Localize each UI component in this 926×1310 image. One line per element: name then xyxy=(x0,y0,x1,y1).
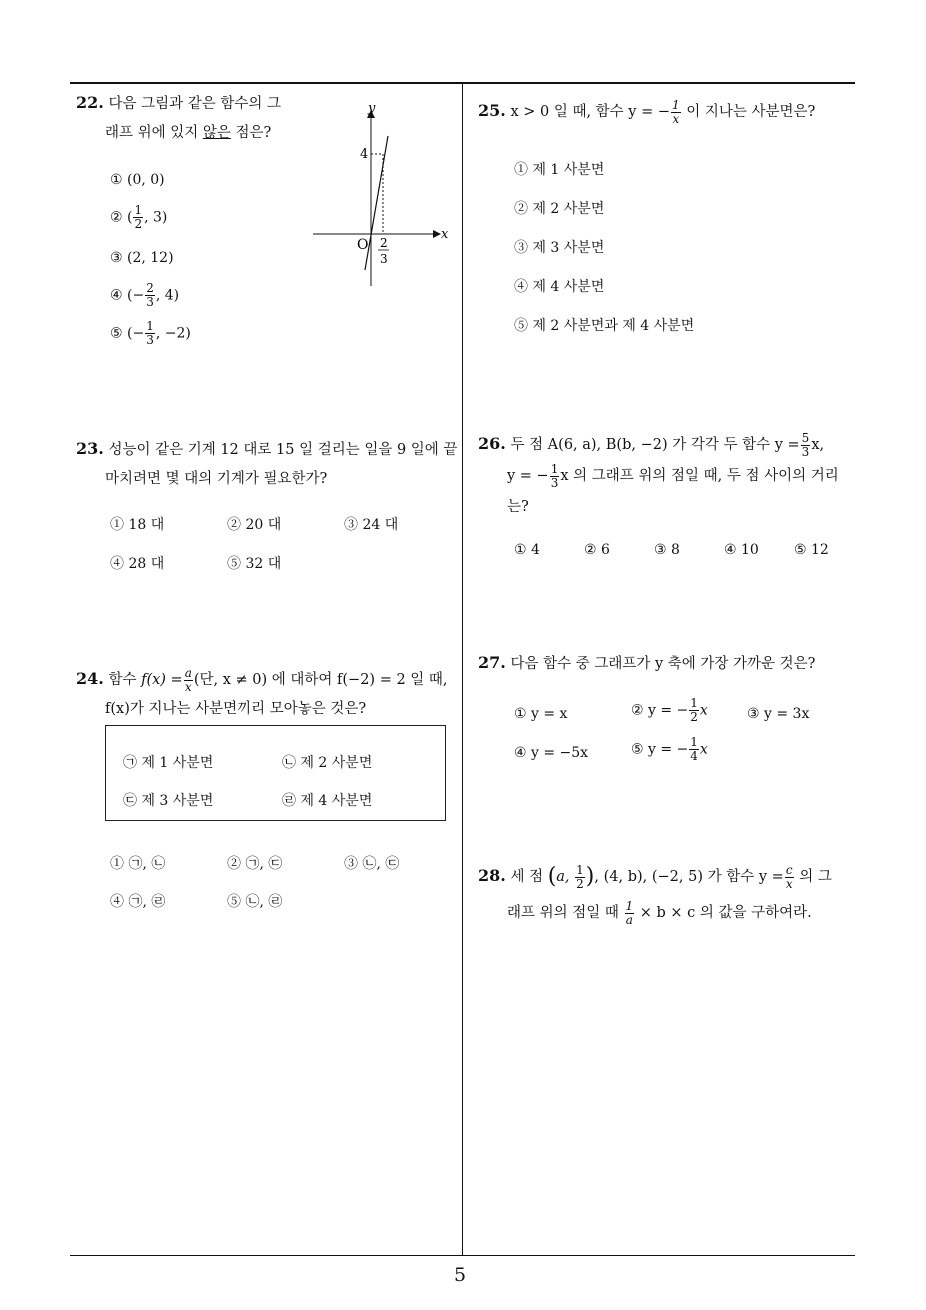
q22-option-2-tail: , 3) xyxy=(144,209,168,226)
q23-text-line1: 성능이 같은 기계 12 대로 15 일 걸리는 일을 9 일에 끝 xyxy=(108,442,458,458)
q23-option-5[interactable]: ⑤ 32 대 xyxy=(227,556,282,572)
q25-option-4[interactable]: ④ 제 4 사분면 xyxy=(514,279,605,295)
q28-question xyxy=(478,858,862,931)
frac-den: x xyxy=(785,876,793,891)
q28-text-line2b: × b × c 의 값을 구하여라. xyxy=(635,905,812,921)
q24-option-3[interactable]: ③ ㉡, ㉢ xyxy=(344,856,400,872)
q23-text-line2: 마치려면 몇 대의 기계가 필요한가? xyxy=(105,471,328,487)
q25-text-a: x > 0 일 때, 함수 y = − xyxy=(510,104,671,120)
q26-text-line2b: x 의 그래프 위의 점일 때, 두 점 사이의 거리 xyxy=(560,468,839,484)
q28-text-line1a: 세 점 xyxy=(510,869,548,885)
graph-tick-x-den: 3 xyxy=(380,252,388,266)
frac-den: 2 xyxy=(690,710,698,724)
graph-x-label: x xyxy=(441,227,449,242)
q27-option-2[interactable] xyxy=(631,697,708,724)
q28-text-line1b: , (4, b), (−2, 5) 가 함수 y = xyxy=(594,869,784,885)
frac-num: 1 xyxy=(690,696,698,710)
q27-option-5[interactable] xyxy=(631,736,708,763)
frac-num: 2 xyxy=(146,281,154,295)
frac-den: 3 xyxy=(801,444,810,459)
frac-den: 2 xyxy=(134,217,143,231)
q26-frac1 xyxy=(801,432,811,459)
frac-den: 4 xyxy=(690,749,698,763)
frac-den: 3 xyxy=(146,295,154,309)
q22-graph xyxy=(305,98,455,288)
q24-option-5[interactable]: ⑤ ㉡, ㉣ xyxy=(227,894,283,910)
q27-option-1[interactable]: ① y = x xyxy=(514,706,568,722)
column-divider xyxy=(462,82,463,1256)
q22-option-5-tail: , −2) xyxy=(155,325,191,342)
q24-box-item-4: ㉣ 제 4 사분면 xyxy=(282,793,373,809)
q28-text-line2a: 래프 위의 점일 때 xyxy=(507,905,624,921)
q27-option-5-frac xyxy=(689,736,699,763)
q24-box-item-3: ㉢ 제 3 사분면 xyxy=(123,793,214,809)
q24-option-2[interactable]: ② ㉠, ㉢ xyxy=(227,856,283,872)
frac-num: c xyxy=(785,862,793,877)
frac-num: 1 xyxy=(625,898,634,913)
q22-text-line2a: 래프 위에 있지 xyxy=(105,125,203,141)
q25-option-3[interactable]: ③ 제 3 사분면 xyxy=(514,240,605,256)
graph-tick-x-num: 2 xyxy=(380,236,388,250)
q24-number: 24. xyxy=(76,669,104,688)
q22-option-2[interactable] xyxy=(110,204,167,231)
q23-option-3[interactable]: ③ 24 대 xyxy=(344,517,399,533)
q24-question xyxy=(76,664,460,724)
q22-option-4[interactable] xyxy=(110,282,179,309)
frac-den: x xyxy=(184,679,192,694)
q26-text-line3: 는? xyxy=(507,499,529,515)
frac-num: 1 xyxy=(690,735,698,749)
q27-text: 다음 함수 중 그래프가 y 축에 가장 가까운 것은? xyxy=(510,656,816,672)
q23-option-4[interactable]: ④ 28 대 xyxy=(110,556,165,572)
graph-origin-label: O xyxy=(357,237,369,253)
q22-text-line1: 다음 그림과 같은 함수의 그 xyxy=(108,96,281,112)
q26-option-3[interactable]: ③ 8 xyxy=(654,542,680,558)
q28-frac3 xyxy=(625,900,635,927)
q27-option-5-tail: x xyxy=(699,741,708,758)
q23-option-1[interactable]: ① 18 대 xyxy=(110,517,165,533)
frac-num: 1 xyxy=(146,319,154,333)
page-number: 5 xyxy=(454,1264,467,1286)
frac-num: 1 xyxy=(550,461,559,476)
q24-option-1[interactable]: ① ㉠, ㉡ xyxy=(110,856,166,872)
frac-den: 2 xyxy=(576,876,584,891)
q22-option-5-label: ⑤ (− xyxy=(110,325,145,342)
q24-text-line2: f(x)가 지나는 사분면끼리 모아놓은 것은? xyxy=(105,701,367,717)
q25-frac xyxy=(671,99,681,126)
q28-paren-close: ) xyxy=(585,864,595,889)
frac-num: 5 xyxy=(801,430,810,445)
q26-number: 26. xyxy=(478,434,506,453)
q26-option-5[interactable]: ⑤ 12 xyxy=(794,542,829,558)
q26-option-1[interactable]: ① 4 xyxy=(514,542,540,558)
q22-option-3[interactable]: ③ (2, 12) xyxy=(110,250,174,266)
q23-question xyxy=(76,434,460,494)
frac-den: 3 xyxy=(550,475,559,490)
q24-text-line1a: 함수 xyxy=(108,672,142,688)
q22-underlined: 않은 xyxy=(202,125,231,141)
q26-option-4[interactable]: ④ 10 xyxy=(724,542,759,558)
q27-option-4[interactable]: ④ y = −5x xyxy=(514,745,589,761)
q28-paren-open: ( xyxy=(547,864,557,889)
frac-den: x xyxy=(672,111,680,126)
frac-den: a xyxy=(625,912,633,927)
q28-frac1 xyxy=(575,864,585,891)
q23-option-2[interactable]: ② 20 대 xyxy=(227,517,282,533)
q26-question xyxy=(478,428,862,523)
q28-text-line1c: 의 그 xyxy=(794,869,832,885)
frac-num: 1 xyxy=(134,203,143,217)
q25-text-b: 이 지나는 사분면은? xyxy=(681,104,816,120)
q25-option-2[interactable]: ② 제 2 사분면 xyxy=(514,201,605,217)
q26-option-2[interactable]: ② 6 xyxy=(584,542,610,558)
q25-number: 25. xyxy=(478,101,506,120)
q27-option-2-label: ② y = − xyxy=(631,702,689,719)
q22-option-2-frac xyxy=(133,204,143,231)
q26-text-line1b: x, xyxy=(811,437,825,453)
q22-text-line2b: 점은? xyxy=(230,125,272,141)
q28-frac2 xyxy=(785,864,794,891)
q22-option-5-frac xyxy=(145,320,155,347)
q22-option-1[interactable]: ① (0, 0) xyxy=(110,172,165,188)
frac-num: a xyxy=(184,665,192,680)
q24-box-item-2: ㉡ 제 2 사분면 xyxy=(282,755,373,771)
q26-text-line2a: y = − xyxy=(507,468,549,484)
q24-fx: f(x) = xyxy=(141,672,183,688)
q22-option-4-label: ④ (− xyxy=(110,287,145,304)
q27-option-5-label: ⑤ y = − xyxy=(631,741,689,758)
q24-text-line1b: (단, x ≠ 0) 에 대하여 f(−2) = 2 일 때, xyxy=(193,672,448,688)
frac-num: 1 xyxy=(576,862,584,877)
q27-number: 27. xyxy=(478,653,506,672)
q28-point-a: a, xyxy=(556,869,575,885)
q22-number: 22. xyxy=(76,93,104,112)
q24-frac xyxy=(184,667,193,694)
q22-question xyxy=(76,88,316,148)
q27-question xyxy=(478,648,862,679)
q25-question xyxy=(478,96,858,127)
frac-num: 1 xyxy=(672,97,680,112)
frac-den: 3 xyxy=(146,333,154,347)
q22-option-2-label: ② ( xyxy=(110,209,133,226)
q27-option-2-tail: x xyxy=(699,702,708,719)
q24-option-4[interactable]: ④ ㉠, ㉣ xyxy=(110,894,166,910)
q25-option-5[interactable]: ⑤ 제 2 사분면과 제 4 사분면 xyxy=(514,318,695,334)
q23-number: 23. xyxy=(76,439,104,458)
q22-option-4-frac xyxy=(145,282,155,309)
graph-tick-y-4: 4 xyxy=(360,147,369,162)
q28-number: 28. xyxy=(478,866,506,885)
q27-option-3[interactable]: ③ y = 3x xyxy=(747,706,810,722)
q25-option-1[interactable]: ① 제 1 사분면 xyxy=(514,162,605,178)
q24-box-item-1: ㉠ 제 1 사분면 xyxy=(123,755,214,771)
q26-frac2 xyxy=(550,463,560,490)
q27-option-2-frac xyxy=(689,697,699,724)
q22-option-4-tail: , 4) xyxy=(155,287,180,304)
q22-option-5[interactable] xyxy=(110,320,191,347)
graph-y-label: y xyxy=(368,101,376,116)
q26-text-line1a: 두 점 A(6, a), B(b, −2) 가 각각 두 함수 y = xyxy=(510,437,800,453)
